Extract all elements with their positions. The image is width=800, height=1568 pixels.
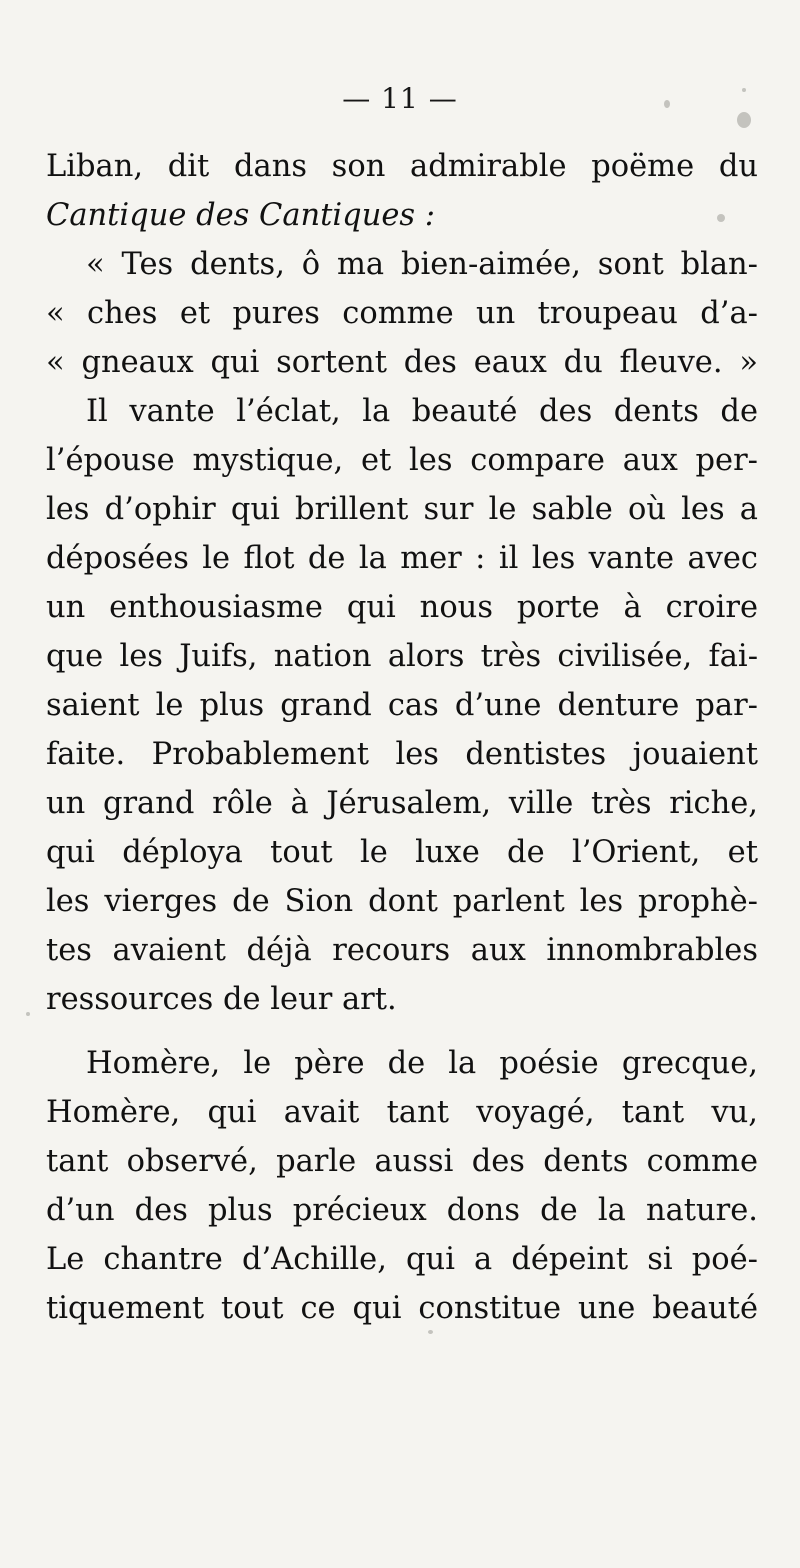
text-line: les vierges de Sion dont parlent les prophè- (46, 884, 758, 919)
text-line: un enthousiasme qui nous porte à croire (46, 590, 758, 625)
text-line: Liban, dit dans son admirable poëme du (46, 149, 758, 184)
text-line: Cantique des Cantiques : (46, 198, 436, 233)
text-line: Le chantre d’Achille, qui a dépeint si poé- (46, 1242, 758, 1277)
text-line: ressources de leur art. (46, 982, 397, 1017)
text-line: « Tes dents, ô ma bien-aimée, sont blan- (86, 247, 758, 282)
text-line: Homère, le père de la poésie grecque, (86, 1046, 758, 1081)
text-line: Il vante l’éclat, la beauté des dents de (86, 394, 758, 429)
text-line: Homère, qui avait tant voyagé, tant vu, (46, 1095, 758, 1130)
text-line: l’épouse mystique, et les compare aux per- (46, 443, 758, 478)
text-line: d’un des plus précieux dons de la nature. (46, 1193, 758, 1228)
text-line: saient le plus grand cas d’une denture par- (46, 688, 758, 723)
page-number: — 11 — (342, 82, 458, 115)
paragraph-gap (46, 1024, 758, 1039)
text-line: tiquement tout ce qui constitue une beauté (46, 1291, 758, 1326)
text-line: « ches et pures comme un troupeau d’a- (46, 296, 758, 331)
body-text (46, 142, 758, 1333)
text-line: que les Juifs, nation alors très civilisée, fai- (46, 639, 758, 674)
text-line: déposées le flot de la mer : il les vante avec (46, 541, 758, 576)
paper-speck (26, 1012, 30, 1016)
text-line: les d’ophir qui brillent sur le sable où les a (46, 492, 758, 527)
text-line: tant observé, parle aussi des dents comme (46, 1144, 758, 1179)
text-line: un grand rôle à Jérusalem, ville très riche, (46, 786, 758, 821)
text-line: qui déploya tout le luxe de l’Orient, et (46, 835, 758, 870)
text-line: tes avaient déjà recours aux innombrables (46, 933, 758, 968)
text-line: « gneaux qui sortent des eaux du fleuve. » (46, 345, 758, 380)
text-line: faite. Probablement les dentistes jouaient (46, 737, 758, 772)
